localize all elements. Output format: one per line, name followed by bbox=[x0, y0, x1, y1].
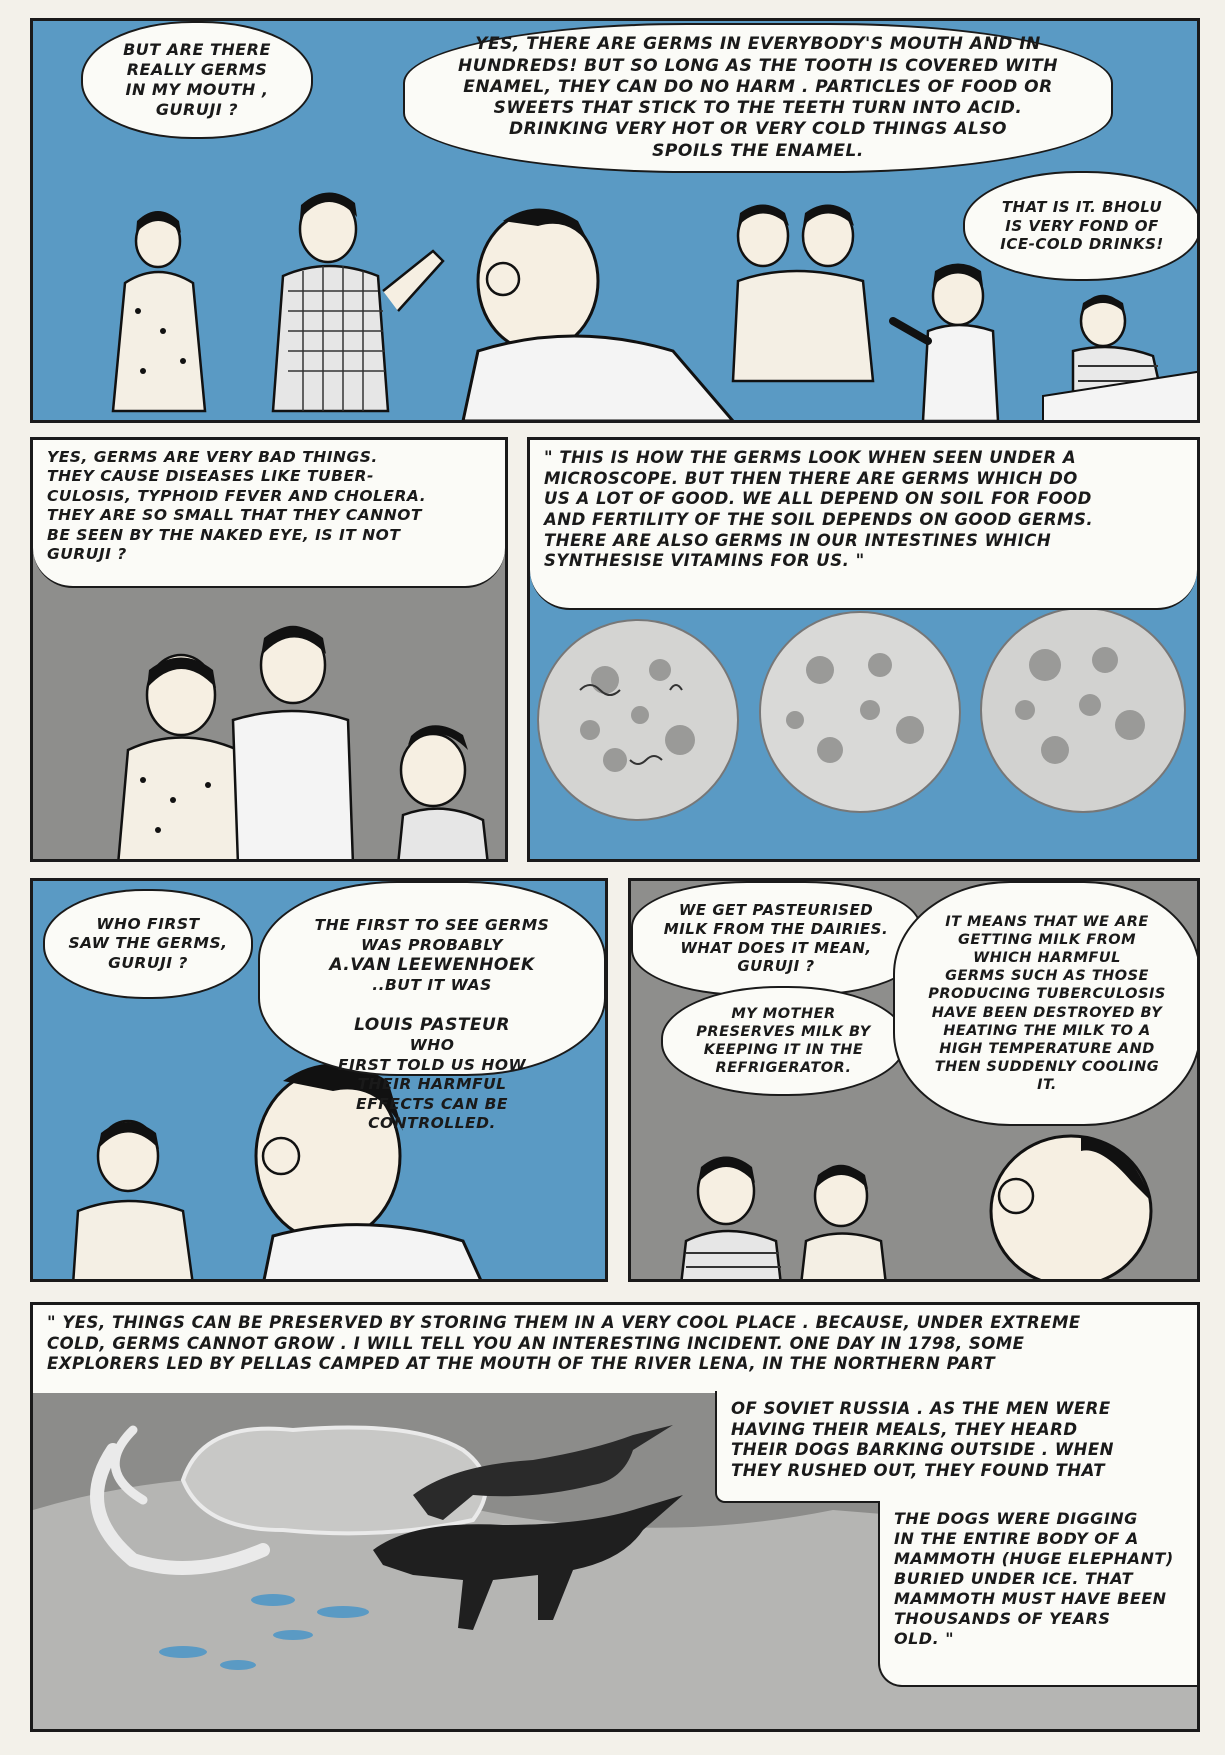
germ-circle-1 bbox=[538, 620, 738, 820]
speech-bubble-mother-refrigerator: MY MOTHER PRESERVES MILK BY KEEPING IT IN THE REFRIGERATOR. bbox=[661, 986, 906, 1096]
speech-bubble-leewenhoek-pasteur bbox=[258, 881, 606, 1132]
panel-2 bbox=[30, 437, 508, 862]
speech-bubble-guruji-enamel: YES, THERE ARE GERMS IN EVERYBODY'S MOUTH AND IN HUNDREDS! BUT SO LONG AS THE TOOTH IS COVERED WITH ENAMEL, THEY CAN DO NO HARM . PARTICLES OF FOOD OR SWEETS THAT STICK TO THE TEETH TURN INTO ACID. DRINKING VERY HOT OR VERY COLD THINGS ALSO SPOILS THE ENAMEL. bbox=[403, 23, 1113, 173]
speech-bubble-pasteurised-milk: WE GET PASTEURISED MILK FROM THE DAIRIES. WHAT DOES IT MEAN, GURUJI ? bbox=[631, 881, 921, 996]
germ-circle-2 bbox=[760, 612, 960, 812]
harmful-effects-text: WHO FIRST TOLD US HOW THEIR HARMFUL EFFECTS CAN BE CONTROLLED. bbox=[337, 1036, 527, 1132]
but-it-was-text: ..BUT IT WAS bbox=[372, 976, 492, 995]
panel-3 bbox=[527, 437, 1200, 862]
speech-bubble-who-first: WHO FIRST SAW THE GERMS, GURUJI ? bbox=[43, 889, 253, 999]
panel-1 bbox=[30, 18, 1200, 423]
name-pasteur: LOUIS PASTEUR bbox=[354, 1015, 510, 1036]
name-leewenhoek: A.VAN LEEWENHOEK bbox=[329, 955, 535, 976]
speech-bubble-pasteurisation-meaning: IT MEANS THAT WE ARE GETTING MILK FROM WHICH HARMFUL GERMS SUCH AS THOSE PRODUCING TUBERCULOSIS HAVE BEEN DESTROYED BY HEATING THE MILK TO A HIGH TEMPERATURE AND THEN SUDDENLY COOLING IT. bbox=[893, 881, 1200, 1126]
caption-cold-preserves-middle: OF SOVIET RUSSIA . AS THE MEN WERE HAVING THEIR MEALS, THEY HEARD THEIR DOGS BARKING OUTSIDE . WHEN THEY RUSHED OUT, THEY FOUND THAT bbox=[715, 1391, 1197, 1503]
speech-bubble-bholu-cold-drinks: THAT IS IT. BHOLU IS VERY FOND OF ICE-COLD DRINKS! bbox=[963, 171, 1200, 281]
panel-5 bbox=[628, 878, 1200, 1282]
germ-circle-3 bbox=[981, 608, 1185, 812]
panel-6 bbox=[30, 1302, 1200, 1732]
panel-4 bbox=[30, 878, 608, 1282]
caption-germs-bad: YES, GERMS ARE VERY BAD THINGS. THEY CAUSE DISEASES LIKE TUBER- CULOSIS, TYPHOID FEVER AND CHOLERA. THEY ARE SO SMALL THAT THEY CANNOT BE SEEN BY THE NAKED EYE, IS IT NOT GURUJI ? bbox=[33, 440, 505, 588]
first-to-see-text: THE FIRST TO SEE GERMS WAS PROBABLY bbox=[314, 916, 550, 954]
caption-cold-preserves-top: " YES, THINGS CAN BE PRESERVED BY STORING THEM IN A VERY COOL PLACE . BECAUSE, UNDER EXTREME COLD, GERMS CANNOT GROW . I WILL TELL YOU AN INTERESTING INCIDENT. ONE DAY IN 1798, SOME EXPLORERS LED BY PELLAS CAMPED AT THE MOUTH OF THE RIVER LENA, IN THE NORTHERN PART bbox=[33, 1305, 1197, 1393]
speech-bubble-girl-boy: BUT ARE THERE REALLY GERMS IN MY MOUTH , GURUJI ? bbox=[81, 21, 313, 139]
caption-cold-preserves-bottom: THE DOGS WERE DIGGING IN THE ENTIRE BODY OF A MAMMOTH (HUGE ELEPHANT) BURIED UNDER ICE. THAT MAMMOTH MUST HAVE BEEN THOUSANDS OF YEARS OLD. " bbox=[878, 1501, 1197, 1687]
caption-microscope-good-germs: " THIS IS HOW THE GERMS LOOK WHEN SEEN UNDER A MICROSCOPE. BUT THEN THERE ARE GERMS WHICH DO US A LOT OF GOOD. WE ALL DEPEND ON SOIL FOR FOOD AND FERTILITY OF THE SOIL DEPENDS ON GOOD GERMS. THERE ARE ALSO GERMS IN OUR INTESTINES WHICH SYNTHESISE VITAMINS FOR US. " bbox=[530, 440, 1197, 610]
